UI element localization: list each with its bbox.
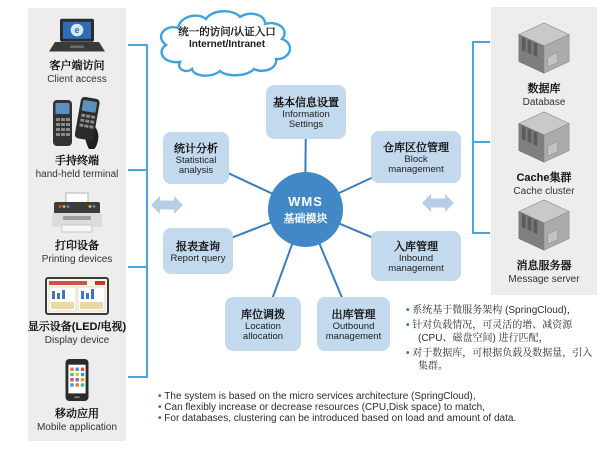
server-database — [513, 21, 575, 108]
device-zh-label: 手持终端 — [54, 155, 99, 167]
module-zh-label: 入库管理 — [394, 240, 438, 253]
module-en-line2: allocation — [242, 331, 284, 342]
server-panel — [491, 7, 597, 295]
device-handheld-terminal — [36, 97, 119, 180]
module-en-label — [388, 155, 443, 176]
notes-english — [158, 391, 598, 424]
laptop-icon — [48, 18, 106, 54]
server-message — [508, 198, 579, 285]
module-en-label — [243, 322, 283, 343]
cloud-label-zh: 统一的访问/认证入口 — [178, 26, 276, 38]
note-en-item: • The system is based on the micro services architecture (SpringCloud), — [158, 391, 598, 402]
device-zh-label: 客户端访问 — [49, 60, 105, 72]
module-inbound-management — [371, 231, 461, 281]
module-zh-label: 仓库区位管理 — [383, 141, 449, 154]
module-en-label — [176, 156, 217, 177]
module-zh-label: 统计分析 — [174, 142, 218, 155]
module-location-allocation — [225, 297, 301, 351]
svg-text:e: e — [74, 25, 80, 35]
server-en-label: Message server — [508, 274, 580, 285]
module-zh-label: 基本信息设置 — [273, 96, 339, 109]
display-screen-icon — [45, 277, 109, 315]
module-information-settings — [266, 85, 346, 139]
device-display — [28, 277, 126, 346]
left-bracket — [128, 45, 147, 377]
server-zh-label: 消息服务器 — [516, 260, 572, 272]
module-en-line2: management — [388, 164, 444, 175]
module-outbound-management — [317, 297, 390, 351]
module-en-line1: Block — [404, 153, 428, 165]
notes-chinese — [406, 304, 598, 375]
module-en-line1: Report query — [170, 252, 226, 264]
device-en-label: Mobile application — [36, 422, 118, 433]
double-arrow-left-icon — [151, 196, 183, 214]
device-en-label: hand-held terminal — [35, 169, 119, 180]
device-zh-label: 移动应用 — [55, 408, 99, 420]
note-zh-item: • 对于数据库，可根据负载及数据量，引入集群。 — [406, 347, 598, 374]
note-en-item: • Can flexibly increase or decrease resources (CPU,Disk space) to match, — [158, 402, 598, 413]
server-zh-label: Cache集群 — [516, 171, 572, 184]
device-zh-label: 显示设备(LED/电视) — [27, 321, 127, 333]
module-en-line1: Location — [245, 320, 281, 332]
server-icon — [513, 110, 575, 166]
module-report-query — [163, 228, 233, 274]
module-zh-label: 库位调拨 — [241, 308, 285, 321]
wms-core-module — [268, 172, 343, 247]
module-zh-label: 报表查询 — [176, 240, 220, 253]
handheld-terminal-icon — [47, 97, 107, 149]
module-en-line2: management — [388, 263, 444, 274]
note-zh-item: • 针对负载情况，可灵活的增、减资源 (CPU、磁盘空间) 进行匹配， — [406, 319, 598, 346]
device-zh-label: 打印设备 — [55, 240, 99, 252]
module-en-line1: Outbound — [332, 320, 375, 332]
module-en-line1: Statistical — [175, 154, 217, 166]
cloud-label — [158, 24, 296, 50]
module-en-line1: Information — [282, 108, 330, 120]
note-zh-item: • 系统基于微服务架构 (SpringCloud)， — [406, 304, 598, 318]
printer-icon — [50, 192, 104, 234]
module-statistical-analysis — [163, 132, 229, 184]
double-arrow-right-icon — [422, 194, 454, 212]
module-en-line2: management — [325, 331, 382, 342]
right-bracket — [473, 42, 490, 233]
server-zh-label: 数据库 — [527, 83, 561, 95]
device-printing — [42, 192, 113, 265]
note-en-item: • For databases, clustering can be introduced based on load and amount of data. — [158, 413, 598, 424]
device-en-label: Display device — [44, 335, 110, 346]
cloud-label-en: Internet/Intranet — [188, 39, 266, 50]
module-en-label — [326, 322, 381, 343]
core-title-line2: 基础模块 — [283, 212, 328, 225]
module-en-label — [171, 254, 226, 265]
smartphone-icon — [64, 358, 90, 402]
server-icon — [513, 198, 575, 254]
device-client-access — [47, 18, 106, 85]
device-mobile — [37, 358, 117, 433]
module-en-line2: analysis — [178, 165, 214, 176]
server-cache-cluster — [513, 110, 575, 197]
server-en-label: Cache cluster — [513, 185, 575, 197]
module-block-management — [371, 131, 461, 183]
device-en-label: Client access — [47, 74, 107, 85]
server-icon — [513, 21, 575, 77]
server-en-label: Database — [522, 97, 566, 108]
core-title-line1: WMS — [288, 193, 323, 209]
client-devices-panel — [28, 8, 126, 441]
device-en-label: Printing devices — [41, 254, 113, 265]
module-en-line1: Inbound — [398, 252, 434, 264]
module-en-label — [388, 254, 443, 275]
module-en-label — [282, 110, 330, 131]
module-en-line2: Settings — [288, 119, 324, 130]
module-zh-label: 出库管理 — [331, 308, 376, 321]
